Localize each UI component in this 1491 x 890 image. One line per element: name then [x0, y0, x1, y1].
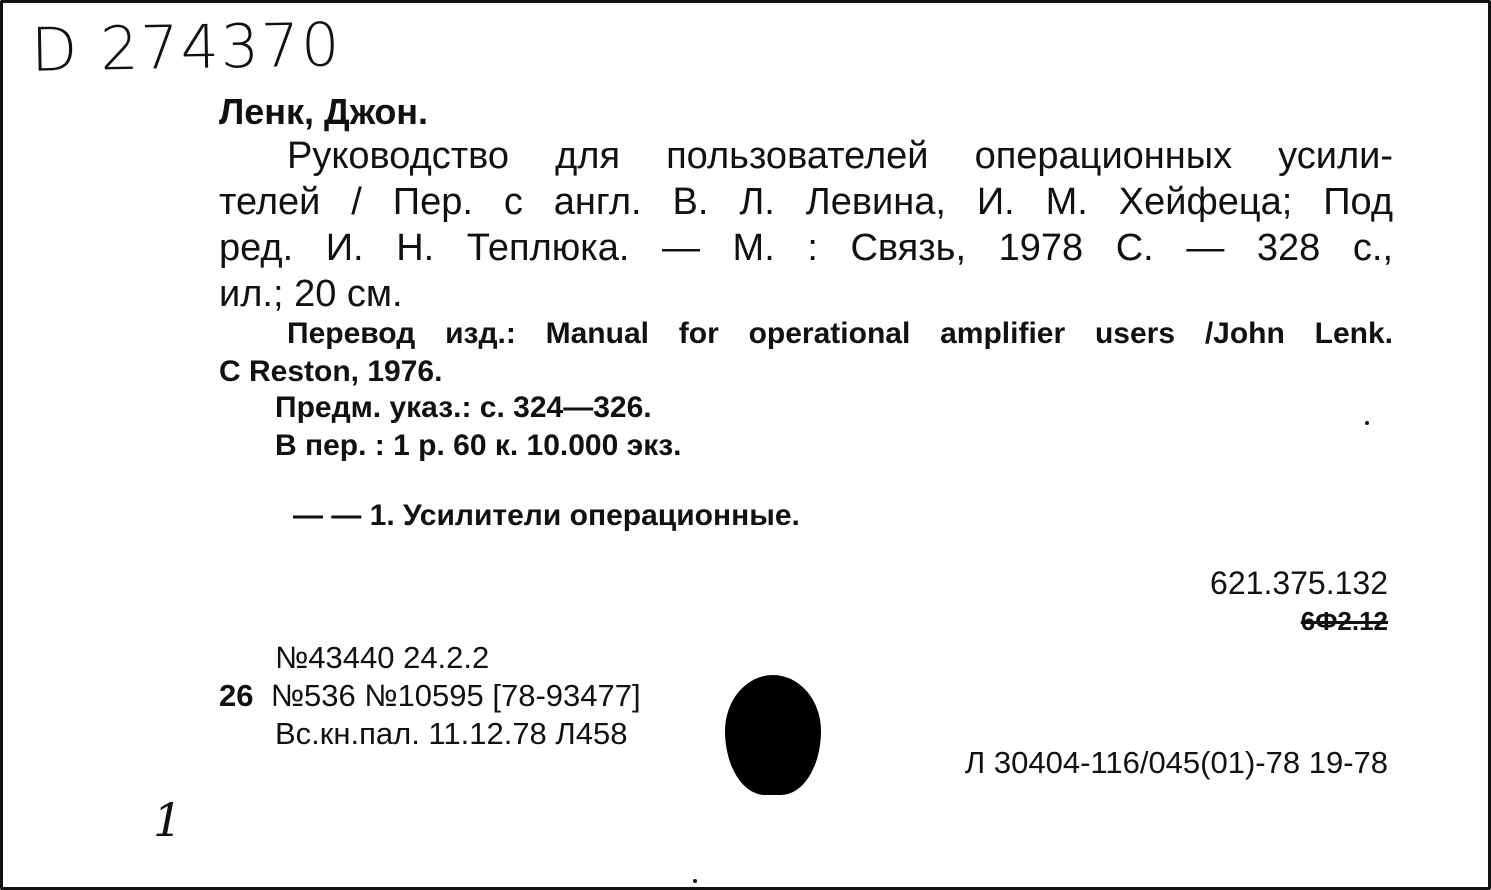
- subject-index-note: Предм. указ.: с. 324—326.: [275, 391, 652, 424]
- price-note: В пер. : 1 р. 60 к. 10.000 экз.: [275, 429, 682, 462]
- punch-hole: [725, 675, 821, 795]
- handwritten-inventory-code: D 274370: [30, 10, 342, 86]
- subject-heading: — — 1. Усилители операционные.: [293, 499, 800, 532]
- speck: [693, 879, 697, 883]
- author-heading: Ленк, Джон.: [219, 91, 429, 132]
- catalog-code: Л 30404-116/045(01)-78 19-78: [964, 745, 1388, 780]
- translation-line: C Reston, 1976.: [219, 355, 443, 388]
- udc-classification: [1210, 565, 1388, 639]
- tech-line-1: №43440 24.2.2: [275, 640, 490, 675]
- tech-line-2-prefix: 26: [219, 678, 254, 713]
- pencil-mark: 1: [153, 793, 183, 847]
- tech-line-3: Вс.кн.пал. 11.12.78 Л458: [275, 716, 628, 751]
- description-line: Руководство для пользователей операционных усили-: [287, 135, 1393, 177]
- speck: [1365, 421, 1369, 425]
- technical-data: [219, 639, 641, 753]
- description-line: телей / Пер. с англ. В. Л. Левина, И. М. Хейфеца; Под: [219, 181, 1393, 223]
- udc-struck-number: 6Ф2.12: [1300, 606, 1388, 636]
- bibliographic-description: [219, 133, 1393, 317]
- original-title-note: [219, 315, 1393, 391]
- translation-line: Перевод изд.: Manual for operational amplifier users /John Lenk.: [287, 317, 1393, 350]
- description-line: ил.; 20 см.: [219, 273, 403, 315]
- description-line: ред. И. Н. Теплюка. — М. : Связь, 1978 С. — 328 с.,: [219, 227, 1393, 269]
- tech-line-2: №536 №10595 [78-93477]: [270, 678, 641, 713]
- udc-number: 621.375.132: [1210, 565, 1388, 601]
